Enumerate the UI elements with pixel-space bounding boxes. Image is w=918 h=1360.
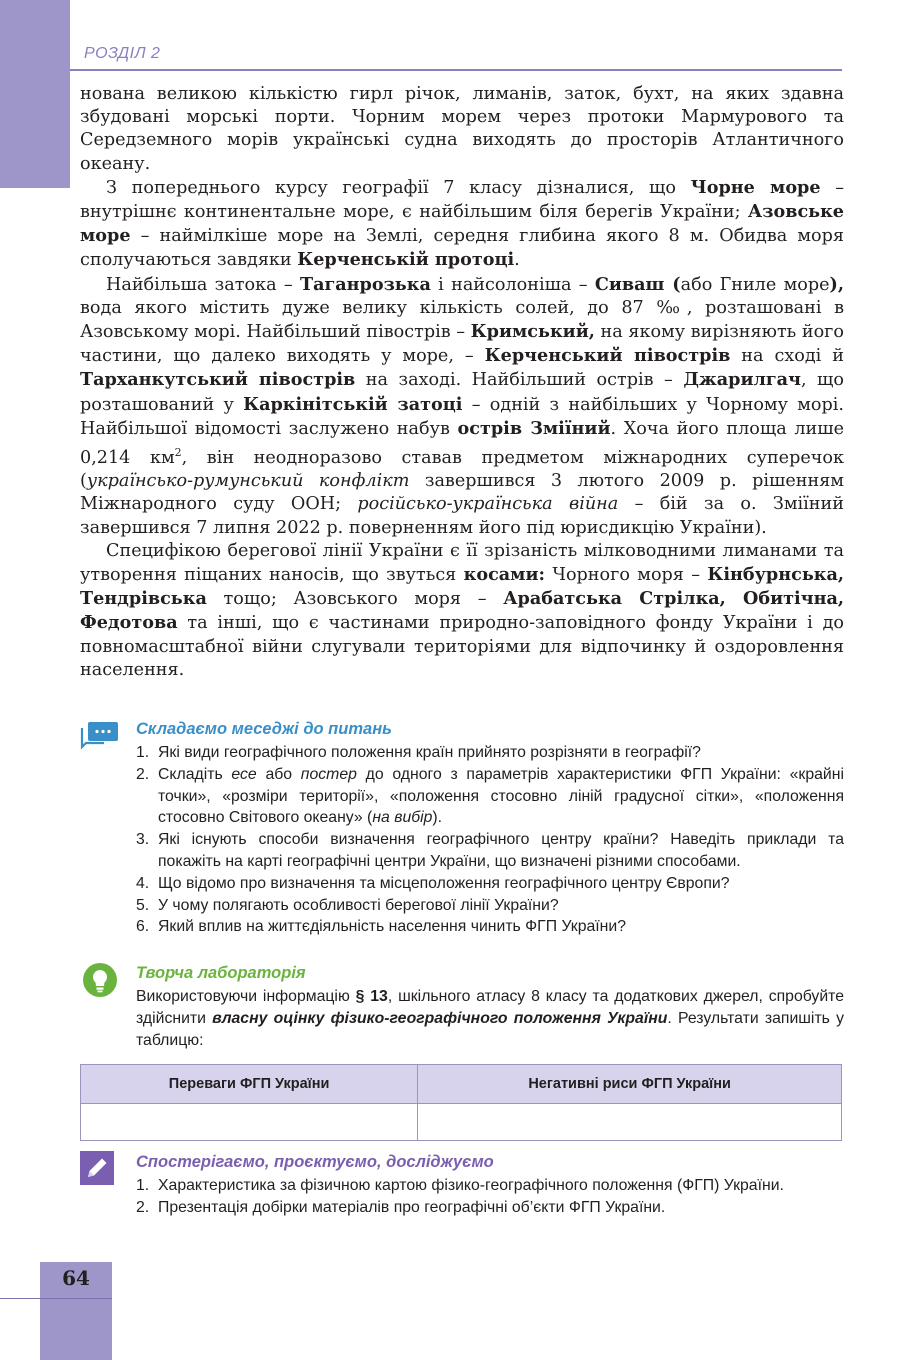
paragraph-2: З попереднього курсу географії 7 класу дізналися, що Чорне море – внутрішнє континентальне море, є найбільшим біля берегів України; Азовське море – наймілкіше море на Землі, середня глибина якого 8 м. Обидва моря сполучаються завдяки Керченській протоці. xyxy=(80,176,845,271)
observe-section xyxy=(80,1153,844,1243)
footer-rule xyxy=(0,1298,112,1299)
section-title: РОЗДІЛ 2 xyxy=(84,45,161,62)
list-item: 3. Які існують способи визначення географічного центру країни? Наведіть приклади та покажіть на карті географічні центри України, що визначені різними способами. xyxy=(136,831,844,870)
main-text xyxy=(80,83,844,682)
lab-title: Творча лабораторія xyxy=(136,964,306,982)
paragraph-4: Специфікою берегової лінії України є її зрізаність мілководними лиманами та утворення піщаних наносів, що звуться косами: Чорного моря – Кінбурнська, Тендрівська тощо; Азовського моря – Арабатська Стрілка, Обитічна, Федотова та інші, що є частинами природно-заповідного фонду України і до повномасштабної війни слугували територіями для відпочинку й оздоровлення населення. xyxy=(80,540,844,680)
lightbulb-icon xyxy=(80,962,120,998)
list-item: 4. Що відомо про визначення та місцеположення географічного центру Європи? xyxy=(136,874,730,892)
table-cell-advantages[interactable] xyxy=(81,1104,418,1141)
fgp-table xyxy=(80,1064,842,1141)
list-item: 1. Які види географічного положення країн прийнято розрізняти в географії? xyxy=(136,744,701,761)
list-item: 2. Складіть есе або постер до одного з параметрів характеристики ФГП України: «крайні точки», «розміри території», «положення стосовно ліній градусної сітки», «положення стосовно Світового океану» (на вибір). xyxy=(136,765,844,827)
list-item: 6. Який вплив на життєдіяльність населення чинить ФГП України? xyxy=(136,918,627,936)
lab-text: Використовуючи інформацію § 13, шкільного атласу 8 класу та додаткових джерел, спробуйте здійснити власну оцінку фізико-географічного положення України. Результати запишіть у таблицю: xyxy=(136,988,844,1049)
lab-section xyxy=(80,964,844,1054)
messages-title: Складаємо меседжі до питань xyxy=(136,720,392,738)
side-tab-top xyxy=(0,0,70,188)
messages-list xyxy=(136,742,844,938)
table-row xyxy=(81,1104,842,1141)
page-number: 64 xyxy=(62,1266,90,1290)
observe-list xyxy=(136,1175,844,1219)
list-item: 1. Характеристика за фізичною картою фізико-географічного положення (ФГП) України. xyxy=(136,1177,784,1194)
table-cell-negatives[interactable] xyxy=(418,1104,842,1141)
table-header-negatives: Негативні риси ФГП України xyxy=(418,1065,842,1104)
paragraph-3: Найбільша затока – Таганрозька і найсолоніша – Сиваш (або Гниле море), вода якого містить дуже велику кількість солей, до 87 ‰, розташовані в Азовському морі. Найбільший півострів – Кримський, на якому вирізняють його частини, що далеко виходять у море, – Керченський півострів на сході й Тарханкутський півострів на заході. Найбільший острів – Джарилгач, що розташований у Каркінітській затоці – одній з найбільших у Чорному морі. Найбільшої відомості заслужено набув острів Зміїний. Хоча його площа лише 0,214 $км^2$, він неодноразово ставав предметом міжнародних суперечок (українсько-румунський конфлікт завершився 3 лютого 2009 р. рішенням Міжнародного суду ООН; російсько-українська війна – бій за о. Зміїний завершився 7 липня 2022 р. поверненням його під юрисдикцію України). xyxy=(80,273,845,538)
chat-bubble-icon xyxy=(80,720,120,752)
list-item: 5. У чому полягають особливості берегової лінії України? xyxy=(136,896,559,914)
pencil-icon xyxy=(80,1151,114,1185)
table-header-row xyxy=(81,1065,842,1104)
table-header-advantages: Переваги ФГП України xyxy=(81,1065,418,1104)
paragraph-1: нована великою кількістю гирл річок, лиманів, заток, бухт, на яких здавна збудовані морські порти. Чорним морем через протоки Мармурового та Середземного морів українські судна виходять до просторів Атлантичного океану. xyxy=(80,84,844,174)
messages-section xyxy=(80,720,844,960)
header-rule xyxy=(70,69,842,71)
list-item: 2. Презентація добірки матеріалів про географічні об’єкти ФГП України. xyxy=(136,1198,666,1216)
observe-title: Спостерігаємо, проєктуємо, досліджуємо xyxy=(136,1153,494,1171)
